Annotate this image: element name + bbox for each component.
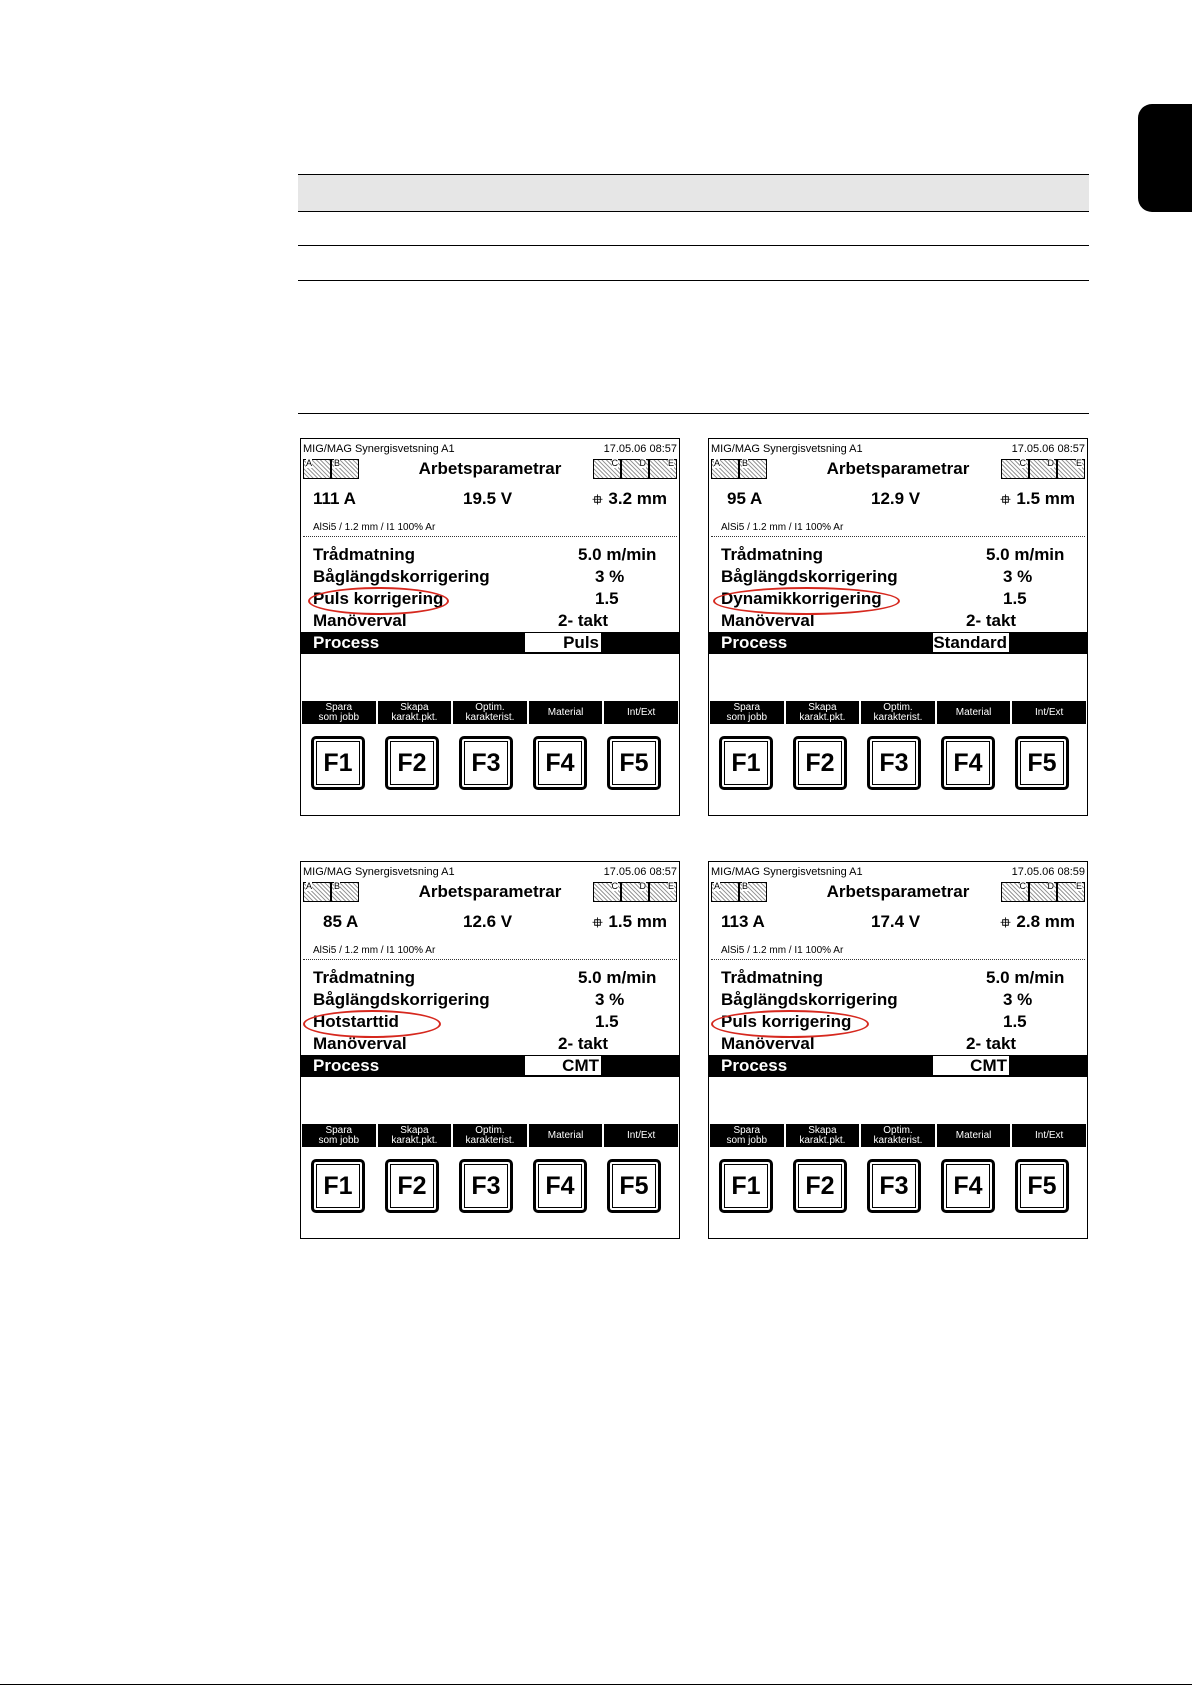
- f2-button[interactable]: F2: [793, 736, 847, 790]
- softkey-optimize[interactable]: Optim. karakterist.: [453, 701, 527, 724]
- f1-button[interactable]: F1: [311, 1159, 365, 1213]
- softkey-material[interactable]: Material: [937, 701, 1011, 724]
- param-row-wire-feed[interactable]: Trådmatning 5.0 m/min: [721, 545, 1065, 564]
- f4-button[interactable]: F4: [941, 1159, 995, 1213]
- thickness-value: ⯐ 1.5 mm: [592, 912, 667, 931]
- voltage-value: 19.5 V: [463, 489, 513, 508]
- softkey-save-job[interactable]: Spara som jobb: [302, 1124, 376, 1147]
- f5-button[interactable]: F5: [1015, 1159, 1069, 1213]
- softkey-create-point[interactable]: Skapa karakt.pkt.: [786, 1124, 860, 1147]
- softkey-bar: [710, 701, 1086, 724]
- tab-d[interactable]: D: [1029, 882, 1057, 902]
- process-value: Puls: [525, 633, 601, 652]
- param-row-hotstart[interactable]: Hotstarttid 1.5: [313, 1012, 619, 1031]
- softkey-material[interactable]: Material: [529, 701, 603, 724]
- tab-c[interactable]: C: [593, 459, 621, 479]
- mode-label: MIG/MAG Synergisvetsning A1: [711, 443, 863, 455]
- divider: [711, 536, 1085, 537]
- table-header-band: [298, 174, 1089, 212]
- title-bar: [709, 881, 1087, 903]
- tab-e[interactable]: E: [1057, 459, 1085, 479]
- tab-a[interactable]: A: [711, 459, 739, 479]
- softkey-save-job[interactable]: Spara som jobb: [710, 1124, 784, 1147]
- tab-e[interactable]: E: [649, 459, 677, 479]
- mode-label: MIG/MAG Synergisvetsning A1: [303, 443, 455, 455]
- softkey-optimize[interactable]: Optim. karakterist.: [861, 1124, 935, 1147]
- param-row-arc-length[interactable]: Båglängdskorrigering 3 %: [313, 990, 625, 1009]
- thickness-icon: ⯐: [592, 915, 603, 930]
- tab-b[interactable]: B: [331, 882, 359, 902]
- tab-b[interactable]: B: [739, 882, 767, 902]
- param-row-arc-length[interactable]: Båglängdskorrigering 3 %: [313, 567, 625, 586]
- f3-button[interactable]: F3: [459, 1159, 513, 1213]
- weld-readings: [721, 489, 1075, 511]
- process-row[interactable]: Process Puls: [301, 632, 679, 654]
- param-row-wire-feed[interactable]: Trådmatning 5.0 m/min: [721, 968, 1065, 987]
- softkey-material[interactable]: Material: [937, 1124, 1011, 1147]
- param-row-mode[interactable]: Manöverval 2- takt: [721, 611, 1017, 630]
- f4-button[interactable]: F4: [941, 736, 995, 790]
- softkey-int-ext[interactable]: Int/Ext: [1012, 1124, 1086, 1147]
- section-tab-marker: [1138, 104, 1192, 212]
- process-value: CMT: [525, 1056, 601, 1075]
- status-line: [711, 866, 1085, 880]
- weld-readings: [313, 489, 667, 511]
- material-label: AlSi5 / 1.2 mm / I1 100% Ar: [313, 522, 436, 533]
- divider: [303, 959, 677, 960]
- f2-button[interactable]: F2: [385, 1159, 439, 1213]
- divider: [303, 536, 677, 537]
- f4-button[interactable]: F4: [533, 736, 587, 790]
- process-value: Standard: [933, 633, 1007, 652]
- datetime-label: 17.05.06 08:59: [1011, 866, 1085, 878]
- f5-button[interactable]: F5: [607, 736, 661, 790]
- softkey-bar: [302, 701, 678, 724]
- tab-e[interactable]: E: [649, 882, 677, 902]
- status-line: [303, 866, 677, 880]
- current-value: 85 A: [323, 912, 359, 931]
- softkey-create-point[interactable]: Skapa karakt.pkt.: [378, 701, 452, 724]
- page-title: Arbetsparametrar: [826, 882, 970, 901]
- f4-button[interactable]: F4: [533, 1159, 587, 1213]
- page-title: Arbetsparametrar: [826, 459, 970, 478]
- f5-button[interactable]: F5: [1015, 736, 1069, 790]
- param-row-arc-length[interactable]: Båglängdskorrigering 3 %: [721, 567, 1033, 586]
- divider-line: [298, 245, 1089, 246]
- param-row-mode[interactable]: Manöverval 2- takt: [721, 1034, 1017, 1053]
- thickness-icon: ⯐: [592, 492, 603, 507]
- param-row-wire-feed[interactable]: Trådmatning 5.0 m/min: [313, 545, 657, 564]
- f3-button[interactable]: F3: [867, 1159, 921, 1213]
- weld-readings: [313, 912, 667, 934]
- tab-d[interactable]: D: [1029, 459, 1057, 479]
- softkey-bar: [710, 1124, 1086, 1147]
- softkey-save-job[interactable]: Spara som jobb: [302, 701, 376, 724]
- f1-button[interactable]: F1: [719, 736, 773, 790]
- divider-line: [298, 280, 1089, 281]
- voltage-value: 12.6 V: [463, 912, 513, 931]
- function-keys: [709, 736, 1087, 796]
- status-line: [711, 443, 1085, 457]
- title-bar: [709, 458, 1087, 480]
- softkey-int-ext[interactable]: Int/Ext: [604, 701, 678, 724]
- thickness-icon: ⯐: [1000, 915, 1011, 930]
- tab-c[interactable]: C: [1001, 882, 1029, 902]
- material-label: AlSi5 / 1.2 mm / I1 100% Ar: [313, 945, 436, 956]
- softkey-save-job[interactable]: Spara som jobb: [710, 701, 784, 724]
- tab-e[interactable]: E: [1057, 882, 1085, 902]
- datetime-label: 17.05.06 08:57: [1011, 443, 1085, 455]
- mode-label: MIG/MAG Synergisvetsning A1: [711, 866, 863, 878]
- param-row-wire-feed[interactable]: Trådmatning 5.0 m/min: [313, 968, 657, 987]
- thickness-value: ⯐ 3.2 mm: [592, 489, 667, 508]
- page-title: Arbetsparametrar: [418, 459, 562, 478]
- tab-b[interactable]: B: [331, 459, 359, 479]
- tab-b[interactable]: B: [739, 459, 767, 479]
- function-keys: [301, 736, 679, 796]
- control-panel-display: [300, 861, 680, 1239]
- control-panel-display: [708, 861, 1088, 1239]
- thickness-value: ⯐ 1.5 mm: [1000, 489, 1075, 508]
- param-row-mode[interactable]: Manöverval 2- takt: [313, 611, 609, 630]
- tab-d[interactable]: D: [621, 459, 649, 479]
- datetime-label: 17.05.06 08:57: [603, 443, 677, 455]
- tab-a[interactable]: A: [303, 882, 331, 902]
- param-row-mode[interactable]: Manöverval 2- takt: [313, 1034, 609, 1053]
- control-panel-display: [708, 438, 1088, 816]
- current-value: 113 A: [721, 912, 765, 931]
- param-row-correction[interactable]: Dynamikkorrigering 1.5: [721, 589, 1027, 608]
- control-panel-display: [300, 438, 680, 816]
- thickness-icon: ⯐: [1000, 492, 1011, 507]
- weld-readings: [721, 912, 1075, 934]
- current-value: 111 A: [313, 489, 356, 508]
- divider: [711, 959, 1085, 960]
- material-label: AlSi5 / 1.2 mm / I1 100% Ar: [721, 945, 844, 956]
- f3-button[interactable]: F3: [459, 736, 513, 790]
- function-keys: [301, 1159, 679, 1219]
- voltage-value: 12.9 V: [871, 489, 921, 508]
- current-value: 95 A: [727, 489, 763, 508]
- param-row-arc-length[interactable]: Båglängdskorrigering 3 %: [721, 990, 1033, 1009]
- title-bar: [301, 458, 679, 480]
- mode-label: MIG/MAG Synergisvetsning A1: [303, 866, 455, 878]
- process-row[interactable]: Process CMT: [709, 1055, 1087, 1077]
- tab-c[interactable]: C: [593, 882, 621, 902]
- process-row[interactable]: Process Standard: [709, 632, 1087, 654]
- softkey-create-point[interactable]: Skapa karakt.pkt.: [786, 701, 860, 724]
- tab-a[interactable]: A: [303, 459, 331, 479]
- f5-button[interactable]: F5: [607, 1159, 661, 1213]
- f3-button[interactable]: F3: [867, 736, 921, 790]
- divider-line: [298, 413, 1089, 414]
- page-title: Arbetsparametrar: [418, 882, 562, 901]
- f1-button[interactable]: F1: [719, 1159, 773, 1213]
- softkey-optimize[interactable]: Optim. karakterist.: [453, 1124, 527, 1147]
- softkey-create-point[interactable]: Skapa karakt.pkt.: [378, 1124, 452, 1147]
- thickness-value: ⯐ 2.8 mm: [1000, 912, 1075, 931]
- softkey-int-ext[interactable]: Int/Ext: [604, 1124, 678, 1147]
- status-line: [303, 443, 677, 457]
- param-row-correction[interactable]: Puls korrigering 1.5: [313, 589, 619, 608]
- function-keys: [709, 1159, 1087, 1219]
- tab-c[interactable]: C: [1001, 459, 1029, 479]
- softkey-int-ext[interactable]: Int/Ext: [1012, 701, 1086, 724]
- material-label: AlSi5 / 1.2 mm / I1 100% Ar: [721, 522, 844, 533]
- f1-button[interactable]: F1: [311, 736, 365, 790]
- tab-d[interactable]: D: [621, 882, 649, 902]
- param-row-correction[interactable]: Puls korrigering 1.5: [721, 1012, 1027, 1031]
- datetime-label: 17.05.06 08:57: [603, 866, 677, 878]
- process-value: CMT: [933, 1056, 1009, 1075]
- f2-button[interactable]: F2: [793, 1159, 847, 1213]
- softkey-optimize[interactable]: Optim. karakterist.: [861, 701, 935, 724]
- softkey-material[interactable]: Material: [529, 1124, 603, 1147]
- title-bar: [301, 881, 679, 903]
- softkey-bar: [302, 1124, 678, 1147]
- process-row[interactable]: Process CMT: [301, 1055, 679, 1077]
- voltage-value: 17.4 V: [871, 912, 921, 931]
- tab-a[interactable]: A: [711, 882, 739, 902]
- f2-button[interactable]: F2: [385, 736, 439, 790]
